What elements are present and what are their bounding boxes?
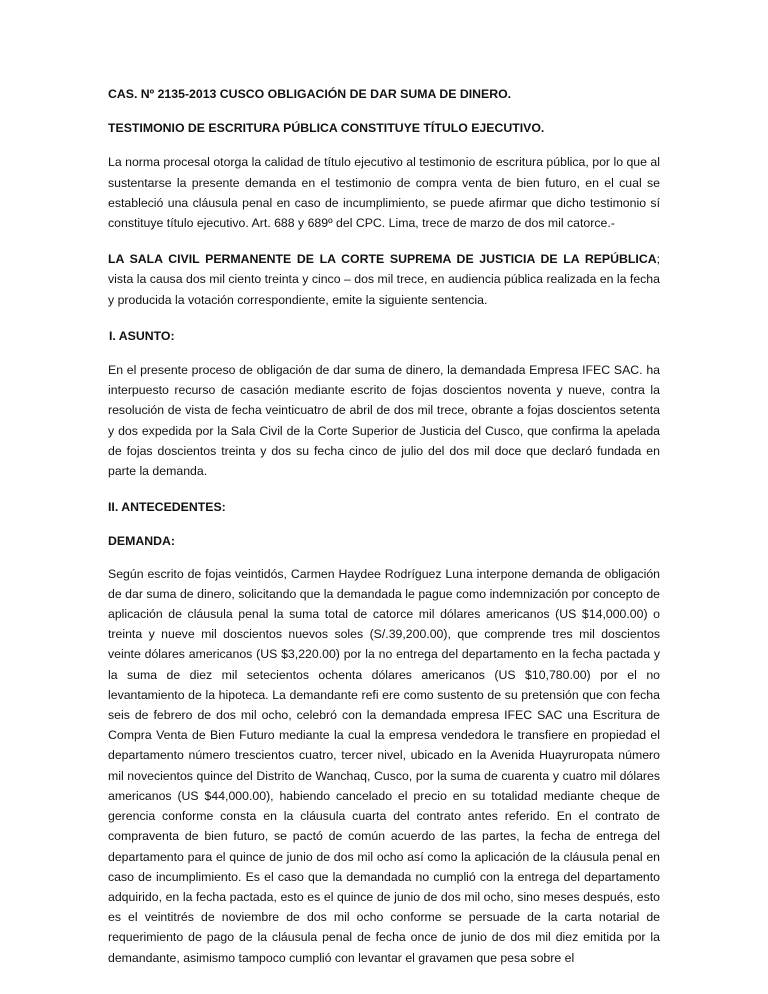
court-paragraph-rest: ; vista la causa dos mil ciento treinta y cinco – dos mil trece, en audiencia pública realizada en la fecha y producida la votación correspondiente, emite la siguiente sentencia.	[108, 252, 660, 307]
court-name: LA SALA CIVIL PERMANENTE DE LA CORTE SUPREMA DE JUSTICIA DE LA REPÚBLICA	[108, 252, 657, 267]
section-antecedentes-heading: II. ANTECEDENTES:	[108, 500, 226, 515]
subsection-demanda-heading: DEMANDA:	[108, 534, 175, 549]
section-asunto-heading: I. ASUNTO:	[109, 328, 175, 343]
case-subtitle: TESTIMONIO DE ESCRITURA PÚBLICA CONSTITUYE TÍTULO EJECUTIVO.	[108, 121, 545, 136]
section-asunto-text: En el presente proceso de obligación de dar suma de dinero, la demandada Empresa IFEC SAC. ha interpuesto recurso de casación mediante escrito de fojas doscientos noventa y nueve, contra la resolución de vista de fecha veinticuatro de abril de dos mil trece, obrante a fojas doscientos setenta y dos expedida por la Sala Civil de la Corte Superior de Justicia del Cusco, que confirma la apelada de fojas doscientos treinta y dos su fecha cinco de julio del dos mil doce que declaró fundada en parte la demanda.	[108, 363, 660, 479]
case-title: CAS. Nº 2135-2013 CUSCO OBLIGACIÓN DE DAR SUMA DE DINERO.	[108, 87, 512, 101]
demand-paragraph: Según escrito de fojas veintidós, Carmen Haydee Rodríguez Luna interpone demanda de obligación de dar suma de dinero, solicitando que la demandada le pague como indemnización por concepto de aplicación de cláusula penal la suma total de catorce mil dólares americanos (US $14,000.00) o treinta y nueve mil doscientos nuevos soles (S/.39,200.00), que comprende tres mil doscientos veinte dólares americanos (US $3,220.00) por la no entrega del departamento en la fecha pactada y la suma de diez mil setecientos ochenta dólares americanos (US $10,780.00) por el no levantamiento de la hipoteca. La demandante refi ere como sustento de su pretensión que con fecha seis de febrero de dos mil ocho, celebró con la demandada empresa IFEC SAC una Escritura de Compra Venta de Bien Futuro mediante la cual la empresa vendedora le transfiere en propiedad el departamento número trescientos cuatro, tercer nivel, ubicado en la Avenida Huayruropata número mil novecientos quince del Distrito de Wanchaq, Cusco, por la suma de cuarenta y cuatro mil dólares americanos (US $44,000.00), habiendo cancelado el precio en su totalidad mediante cheque de gerencia conforme consta en la cláusula cuarta del contrato antes referido. En el contrato de compraventa de bien futuro, se pactó de común acuerdo de las partes, la fecha de entrega del departamento para el quince de junio de dos mil ocho así como la aplicación de la cláusula penal en caso de incumplimiento. Es el caso que la demandada no cumplió con la entrega del departamento adquirido, en la fecha pactada, esto es el quince de junio de dos mil ocho, sino meses después, esto es el veintitrés de noviembre de dos mil ocho conforme se persuade de la carta notarial de requerimiento de pago de la cláusula penal de fecha once de junio de dos mil diez emitida por la demandante, asimismo tampoco cumplió con levantar el gravamen que pesa sobre el	[108, 566, 660, 965]
summary-paragraph: La norma procesal otorga la calidad de título ejecutivo al testimonio de escritura pública, por lo que al sustentarse la presente demanda en el testimonio de compra venta de bien futuro, en el cual se estableció una cláusula penal en caso de incumplimiento, se puede afirmar que dicho testimonio sí constituye título ejecutivo. Art. 688 y 689º del CPC. Lima, trece de marzo de dos mil catorce.-	[108, 155, 660, 231]
court-paragraph	[108, 249, 660, 310]
